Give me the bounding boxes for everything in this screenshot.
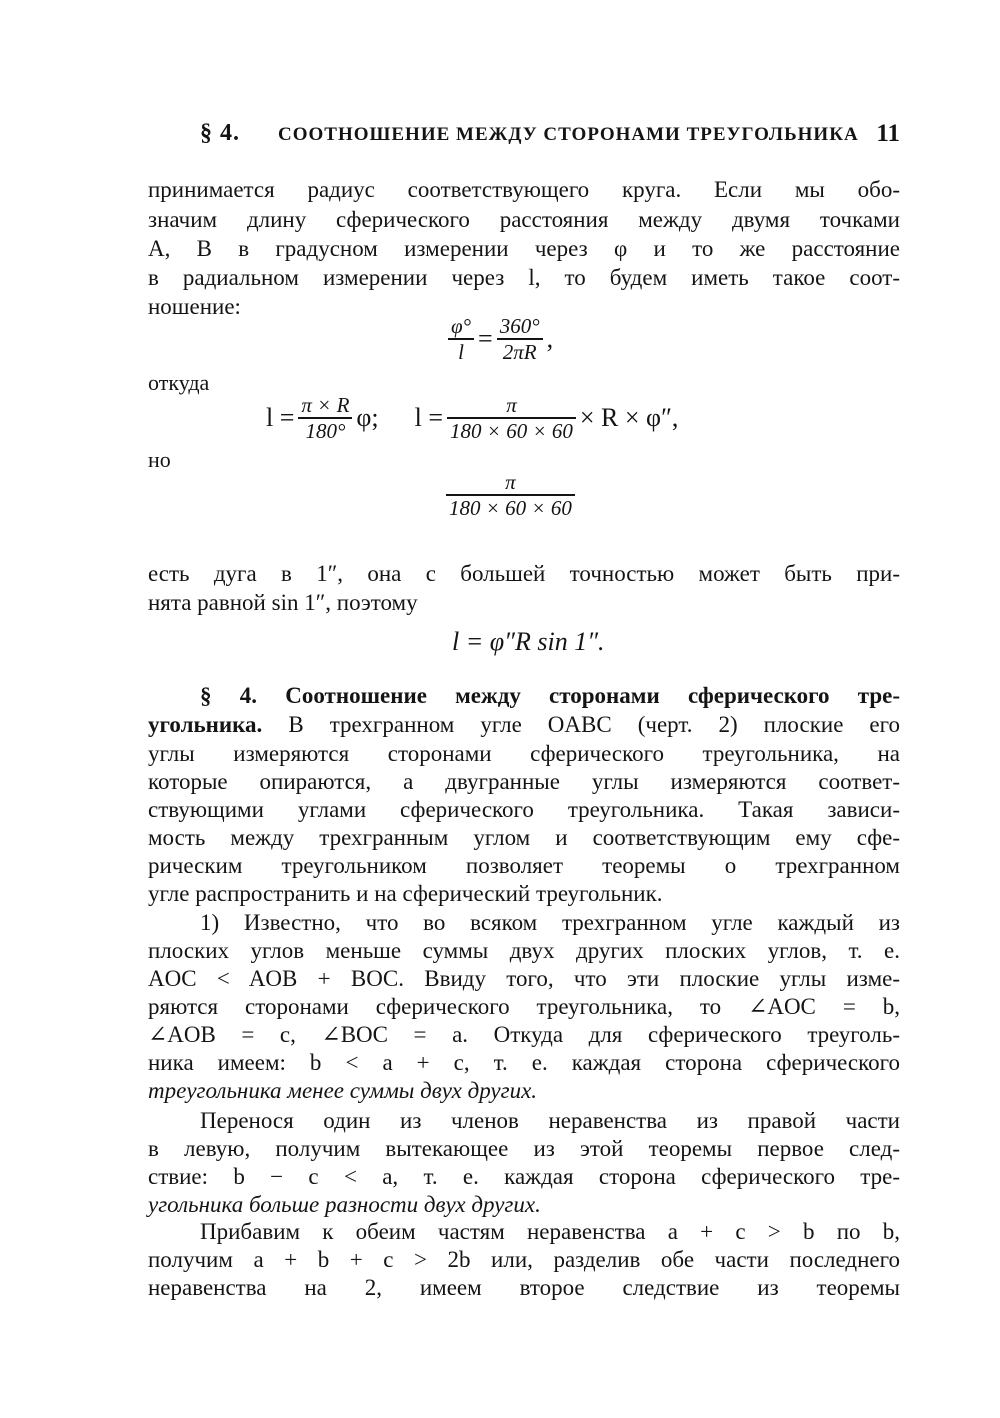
text-line: получим a + b + c > 2b или, разделив обе части последнего — [148, 1247, 900, 1272]
text-line: плоских углов меньше суммы двух других плоских углов, т. е. — [148, 938, 900, 963]
text-line: угле распространить и на сферический треугольник. — [148, 881, 663, 906]
text-line: значим длину сферического расстояния между двумя точками — [148, 207, 900, 232]
header-title: СООТНОШЕНИЕ МЕЖДУ СТОРОНАМИ ТРЕУГОЛЬНИКА — [278, 124, 859, 145]
text-line: неравенства на 2, имеем второе следствие из теоремы — [148, 1275, 900, 1300]
page-number: 11 — [876, 120, 900, 147]
eq3-num: π — [505, 470, 516, 494]
text-line: есть дуга в 1″, она с большей точностью может быть при- — [148, 561, 900, 586]
eq1-den-right: 2πR — [497, 338, 543, 364]
text-line: нята равной sin 1″, поэтому — [148, 590, 418, 615]
equation-arc — [446, 470, 575, 520]
eq3-den: 180 × 60 × 60 — [446, 494, 575, 520]
word-otkuda: откуда — [148, 370, 210, 395]
text-line: Прибавим к обеим частям неравенства a + c > b по b, — [200, 1219, 900, 1244]
text-line: ряются сторонами сферического треугольника, то ∠AOC = b, — [148, 994, 900, 1019]
word-no: но — [148, 447, 171, 472]
text-line: ника имеем: b < a + c, т. е. каждая сторона сферического — [148, 1050, 900, 1075]
text-line: в радиальном измерении через l, то будем иметь такое соот- — [148, 265, 900, 290]
eq2-lhs: l = — [266, 403, 295, 432]
eq1-tail: , — [546, 324, 554, 353]
eq2-after-f1: φ; — [356, 403, 379, 432]
eq2-f2-den: 180 × 60 × 60 — [447, 417, 576, 443]
text-line: A, B в градусном измерении через φ и то же расстояние — [148, 236, 900, 261]
eq1-num-right: 360° — [499, 314, 540, 338]
text-line: рическим треугольником позволяет теоремы о трехгранном — [148, 853, 900, 878]
text-line: ствие: b − c < a, т. е. каждая сторона сферического тре- — [148, 1164, 900, 1189]
equation-sin: l = φ″R sin 1″. — [452, 627, 605, 656]
text-line: треугольника менее суммы двух других. — [148, 1078, 538, 1103]
eq2-after-f2: × R × φ″, — [579, 403, 679, 432]
eq2-f1-den: 180° — [298, 417, 352, 443]
text-line: 1) Известно, что во всяком трехгранном угле каждый из — [200, 910, 900, 935]
eq2-lhs2: l = — [414, 403, 444, 432]
text-line: Перенося один из членов неравенства из правой части — [200, 1108, 900, 1133]
eq2-f2-num: π — [506, 393, 517, 417]
text-line: углы измеряются сторонами сферического треугольника, на — [148, 741, 900, 766]
text-line: AOC < AOB + BOC. Ввиду того, что эти плоские углы изме- — [148, 966, 900, 991]
text-line: угольника больше разности двух других. — [148, 1192, 541, 1217]
text-line: которые опираются, а двугранные углы измеряются соответ- — [148, 769, 900, 794]
section-heading-end: угольника. — [148, 712, 263, 737]
text-line: ∠AOB = c, ∠BOC = a. Откуда для сферического треуголь- — [148, 1022, 900, 1047]
equation-l — [262, 393, 682, 443]
text-line: принимается радиус соответствующего круга. Если мы обо- — [148, 177, 900, 202]
eq2-f1-num: π × R — [301, 393, 350, 417]
text-line: ствующими углами сферического треугольника. Такая зависи- — [148, 797, 900, 822]
section-line2-rest: В трехгранном угле OABC (черт. 2) плоские его — [288, 712, 901, 737]
text-line: ношение: — [148, 294, 241, 319]
equation-ratio: $\frac{\varphi^\circ}{l}$ = $\frac{360^\circ}{2\pi R}$ , — [448, 314, 557, 364]
text-line: в левую, получим вытекающее из этой теоремы первое след- — [148, 1136, 900, 1161]
eq1-den-left: l — [448, 338, 474, 364]
running-header — [200, 120, 900, 154]
text-line — [148, 710, 900, 740]
header-section-number: § 4. — [200, 120, 240, 146]
text-line: мость между трехгранным углом и соответствующим ему сфе- — [148, 825, 900, 850]
section-heading: § 4. Соотношение между сторонами сферического тре- — [200, 683, 900, 708]
eq1-num-left: φ° — [451, 314, 472, 338]
